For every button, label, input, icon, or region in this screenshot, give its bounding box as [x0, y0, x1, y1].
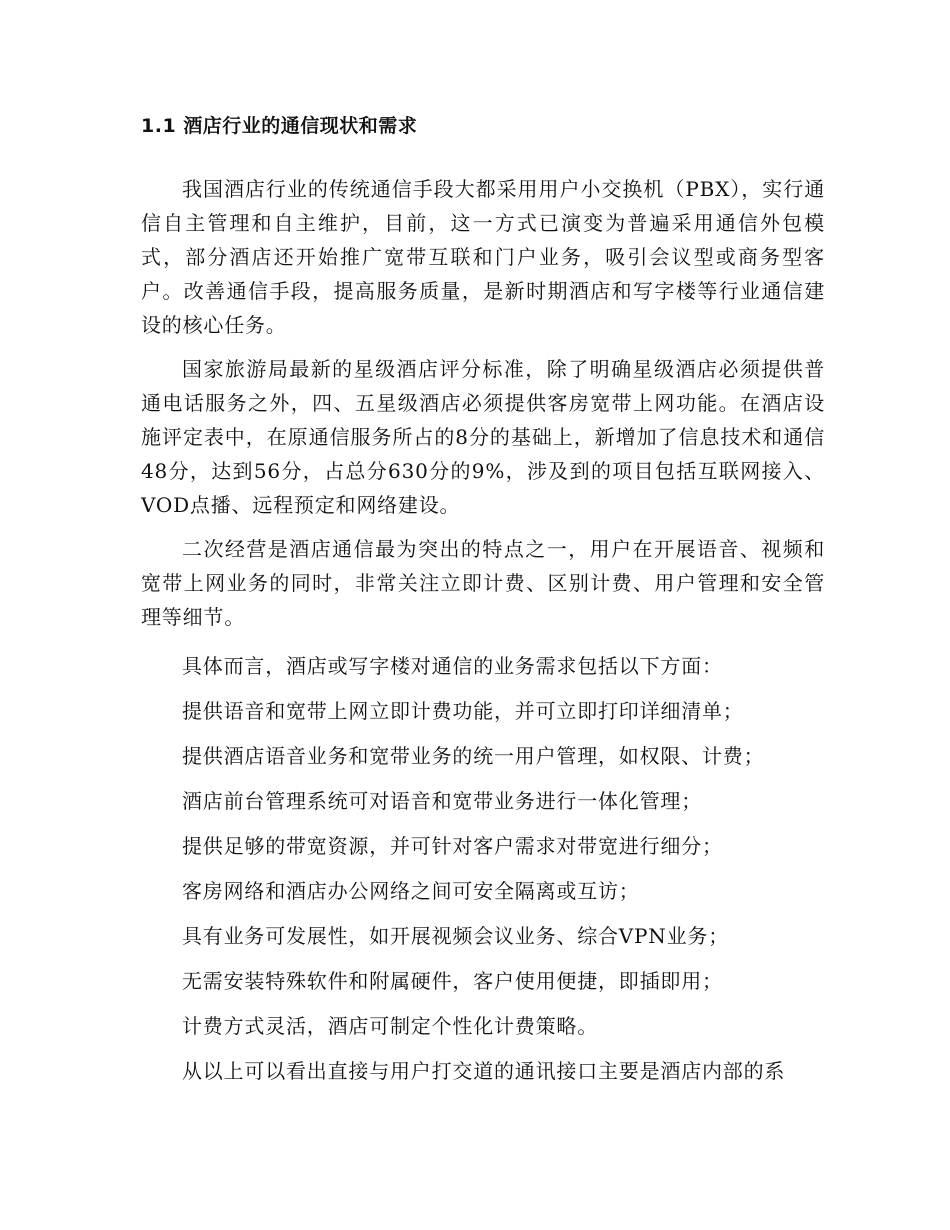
paragraph-rating-standard: 国家旅游局最新的星级酒店评分标准，除了明确星级酒店必须提供普通电话服务之外，四、五星级酒店必须提供客房宽带上网功能。在酒店设施评定表中，在原通信服务所占的8分的基础上，新增加了信息技术和通信48分，达到56分，占总分630分的9%，涉及到的项目包括互联网接入、VOD点播、远程预定和网络建设。 — [141, 357, 825, 517]
paragraph-closing-fragment: 从以上可以看出直接与用户打交道的通讯接口主要是酒店内部的系 — [182, 1059, 786, 1083]
requirement-item: 具有业务可发展性，如开展视频会议业务、综合VPN业务； — [182, 924, 729, 948]
paragraph-secondary-operation: 二次经营是酒店通信最为突出的特点之一，用户在开展语音、视频和宽带上网业务的同时，非常关注立即计费、区别计费、用户管理和安全管理等细节。 — [141, 537, 825, 629]
requirement-item: 酒店前台管理系统可对语音和宽带业务进行一体化管理； — [182, 789, 702, 813]
requirements-list — [141, 689, 825, 1049]
requirement-item: 客房网络和酒店办公网络之间可安全隔离或互访； — [182, 879, 640, 903]
requirement-item: 提供语音和宽带上网立即计费功能，并可立即打印详细清单； — [182, 699, 744, 723]
section-number: 1.1 — [141, 115, 177, 137]
requirement-item: 无需安装特殊软件和附属硬件，客户使用便捷，即插即用； — [182, 969, 723, 993]
requirement-item: 提供酒店语音业务和宽带业务的统一用户管理，如权限、计费； — [182, 744, 765, 768]
section-title: 酒店行业的通信现状和需求 — [183, 115, 418, 137]
section-heading — [141, 110, 825, 142]
paragraph-telecom-status: 我国酒店行业的传统通信手段大都采用用户小交换机（PBX），实行通信自主管理和自主维护，目前，这一方式已演变为普遍采用通信外包模式，部分酒店还开始推广宽带互联和门户业务，吸引会议型或商务型客户。改善通信手段，提高服务质量，是新时期酒店和写字楼等行业通信建设的核心任务。 — [141, 177, 825, 337]
requirements-intro: 具体而言，酒店或写字楼对通信的业务需求包括以下方面： — [182, 654, 723, 678]
document-body — [141, 110, 825, 1094]
requirement-item: 计费方式灵活，酒店可制定个性化计费策略。 — [182, 1014, 598, 1038]
requirement-item: 提供足够的带宽资源，并可针对客户需求对带宽进行细分； — [182, 834, 723, 858]
